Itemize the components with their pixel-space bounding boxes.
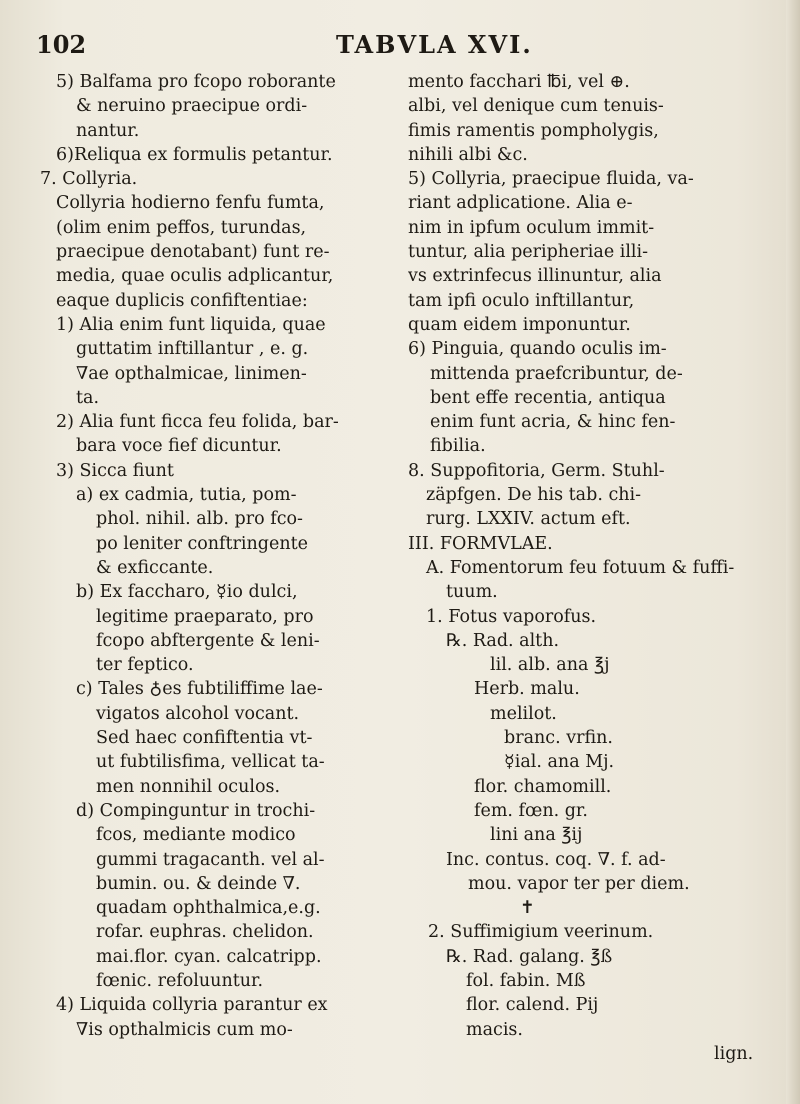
text-line: eaque duplicis confiftentiae: [56, 290, 308, 311]
text-line: mai.flor. cyan. calcatripp. [96, 946, 322, 967]
text-line: tuntur, alia peripheriae illi- [408, 242, 649, 263]
text-line: ℞. Rad. alth. [446, 630, 560, 651]
text-line: ter feptico. [96, 655, 194, 676]
text-line: quadam ophthalmica,e.g. [96, 898, 321, 919]
text-line: rurg. LXXIV. actum eft. [426, 509, 631, 530]
text-line: legitime praeparato, pro [96, 606, 314, 627]
text-line: ∇ae opthalmicae, linimen- [76, 363, 307, 384]
text-line: ut fubtilisfima, vellicat ta- [96, 752, 325, 773]
right-column [408, 70, 770, 1066]
text-line: fcopo abftergente & leni- [96, 630, 320, 651]
text-line: fibilia. [430, 436, 486, 457]
left-column [38, 70, 393, 1042]
text-line: 6)Reliqua ex formulis petantur. [56, 144, 333, 165]
text-line: mittenda praefcribuntur, de- [430, 363, 683, 384]
text-line: gummi tragacanth. vel al- [96, 849, 325, 870]
text-line: po leniter conftringente [96, 533, 309, 554]
text-line: Collyria hodierno fenfu fumta, [56, 193, 325, 214]
text-line: nantur. [76, 120, 140, 141]
text-line: enim funt acria, & hinc fen- [430, 412, 676, 433]
page-header [36, 30, 770, 66]
text-line: bent effe recentia, antiqua [430, 387, 666, 408]
text-line: ∇is opthalmicis cum mo- [76, 1019, 293, 1040]
text-line: 6) Pinguia, quando oculis im- [408, 339, 667, 360]
text-line: lil. alb. ana ℥j [490, 655, 610, 676]
text-line: branc. vrfin. [504, 728, 613, 749]
text-line: media, quae oculis adplicantur, [56, 266, 334, 287]
text-line: fœnic. refoluuntur. [96, 970, 264, 991]
text-line: phol. nihil. alb. pro fco- [96, 509, 303, 530]
text-line: b) Ex faccharo, ☿io dulci, [76, 582, 298, 603]
text-line: a) ex cadmia, tutia, pom- [76, 485, 297, 506]
text-line: (olim enim peffos, turundas, [56, 217, 307, 238]
running-title: TABVLA XVI. [336, 30, 533, 59]
text-line: flor. calend. Pij [466, 995, 599, 1016]
text-line: guttatim inftillantur , e. g. [76, 339, 309, 360]
text-line: vigatos alcohol vocant. [96, 703, 300, 724]
page-number: 102 [36, 30, 87, 59]
text-line: melilot. [490, 703, 557, 724]
text-line: bumin. ou. & deinde ∇. [96, 873, 301, 894]
text-line: vs extrinfecus illinuntur, alia [408, 266, 662, 287]
text-line: riant adplicatione. Alia e- [408, 193, 633, 214]
text-line: fem. fœn. gr. [474, 800, 588, 821]
text-line: praecipue denotabant) funt re- [56, 242, 330, 263]
text-line: 4) Liquida collyria parantur ex [56, 995, 328, 1016]
text-line: lign. [714, 1043, 754, 1064]
text-line: Herb. malu. [474, 679, 580, 700]
text-line: ✝ [520, 898, 535, 919]
text-line: tuum. [446, 582, 498, 603]
text-line: Sed haec confiftentia vt- [96, 728, 313, 749]
text-line: nim in ipfum oculum immit- [408, 217, 655, 238]
text-line: lini ana ℥ij [490, 825, 583, 846]
text-line: mento facchari ℔i, vel ⊕. [408, 72, 630, 92]
text-line: fcos, mediante modico [96, 825, 296, 846]
page-edge [786, 0, 800, 1104]
text-line: d) Compinguntur in trochi- [76, 800, 316, 821]
text-line: 1) Alia enim funt liquida, quae [56, 314, 326, 335]
text-line: albi, vel denique cum tenuis- [408, 96, 664, 117]
text-line: 5) Collyria, praecipue fluida, va- [408, 169, 694, 190]
text-line: 5) Balfama pro fcopo roborante [56, 72, 336, 92]
text-line: quam eidem imponuntur. [408, 314, 631, 335]
text-line: 1. Fotus vaporofus. [426, 606, 597, 627]
text-line: flor. chamomill. [474, 776, 612, 797]
text-line: fol. fabin. Mß [466, 970, 586, 991]
text-line: macis. [466, 1019, 523, 1040]
text-line: III. FORMVLAE. [408, 533, 553, 554]
text-line: & exficcante. [96, 557, 214, 578]
text-line: men nonnihil oculos. [96, 776, 281, 797]
text-line: rofar. euphras. chelidon. [96, 922, 314, 943]
text-line: A. Fomentorum feu fotuum & fuffi- [426, 557, 735, 578]
text-line: zäpfgen. De his tab. chi- [426, 485, 642, 506]
text-line: 7. Collyria. [40, 169, 138, 190]
text-line: Inc. contus. coq. ∇. f. ad- [446, 849, 666, 870]
text-line: tam ipfi oculo inftillantur, [408, 290, 635, 311]
text-line: ℞. Rad. galang. ℥ß [446, 946, 613, 967]
text-line: ☿ial. ana Mj. [504, 752, 615, 773]
text-line: bara voce fief dicuntur. [76, 436, 282, 457]
text-line: 3) Sicca fiunt [56, 460, 174, 481]
text-line: 8. Suppofitoria, Germ. Stuhl- [408, 460, 665, 481]
text-line: & neruino praecipue ordi- [76, 96, 308, 117]
text-line: fimis ramentis pompholygis, [408, 120, 659, 141]
text-line: 2) Alia funt ficca feu folida, bar- [56, 412, 339, 433]
text-line: c) Tales ♁es fubtiliffime lae- [76, 679, 323, 700]
text-line: ta. [76, 387, 100, 408]
text-line: 2. Suffimigium veerinum. [428, 922, 654, 943]
text-line: mou. vapor ter per diem. [468, 873, 690, 894]
text-line: nihili albi &c. [408, 144, 528, 165]
